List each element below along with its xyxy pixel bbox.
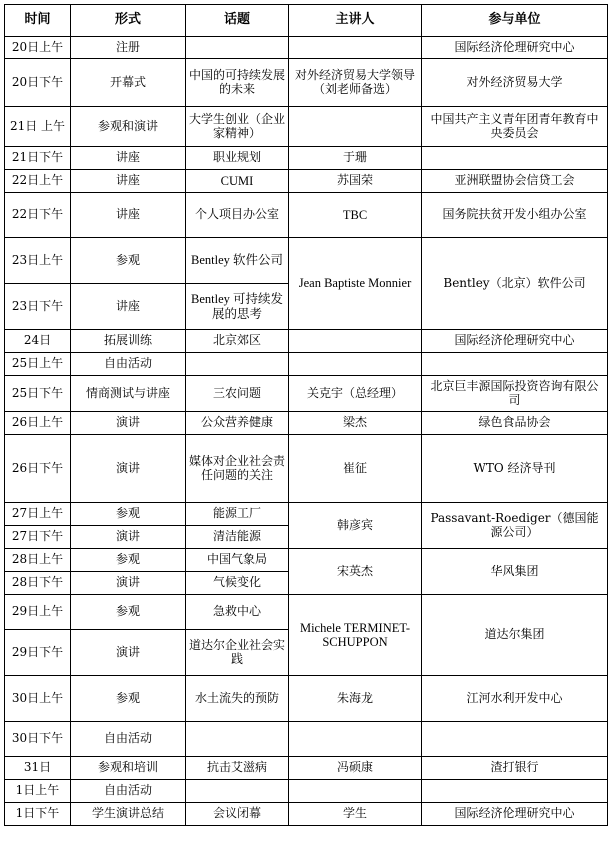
- form-cell: 参观: [71, 238, 186, 284]
- org-cell: Bentley（北京）软件公司: [422, 238, 608, 330]
- schedule-table: [4, 4, 608, 826]
- table-row: [5, 503, 608, 526]
- topic-cell: 大学生创业（企业家精神）: [186, 107, 289, 147]
- header-row: [5, 5, 608, 37]
- topic-cell: CUMI: [186, 170, 289, 193]
- form-cell: 注册: [71, 37, 186, 59]
- topic-cell: 抗击艾滋病: [186, 757, 289, 780]
- time-cell: 26日下午: [5, 435, 71, 503]
- org-cell: 绿色食品协会: [422, 412, 608, 435]
- topic-cell: [186, 780, 289, 803]
- table-row: [5, 37, 608, 59]
- topic-cell: 北京郊区: [186, 330, 289, 353]
- time-cell: 25日上午: [5, 353, 71, 376]
- header-org: 参与单位: [422, 5, 608, 37]
- speaker-cell: [289, 107, 422, 147]
- speaker-cell: Jean Baptiste Monnier: [289, 238, 422, 330]
- header-speaker: 主讲人: [289, 5, 422, 37]
- time-cell: 30日上午: [5, 676, 71, 722]
- speaker-cell: [289, 353, 422, 376]
- table-row: [5, 435, 608, 503]
- table-row: [5, 412, 608, 435]
- form-cell: 开幕式: [71, 59, 186, 107]
- org-cell: Passavant-Roediger（德国能源公司）: [422, 503, 608, 549]
- topic-cell: 中国的可持续发展的未来: [186, 59, 289, 107]
- org-cell: 国际经济伦理研究中心: [422, 803, 608, 826]
- speaker-cell: 宋英杰: [289, 549, 422, 595]
- topic-cell: 气候变化: [186, 572, 289, 595]
- form-cell: 参观和培训: [71, 757, 186, 780]
- org-cell: 亚洲联盟协会信贷工会: [422, 170, 608, 193]
- table-row: [5, 193, 608, 238]
- topic-cell: 水土流失的预防: [186, 676, 289, 722]
- time-cell: 27日下午: [5, 526, 71, 549]
- table-row: [5, 722, 608, 757]
- speaker-cell: [289, 330, 422, 353]
- time-cell: 20日下午: [5, 59, 71, 107]
- speaker-cell: 苏国荣: [289, 170, 422, 193]
- time-cell: 31日: [5, 757, 71, 780]
- form-cell: 参观: [71, 503, 186, 526]
- topic-cell: 媒体对企业社会责任问题的关注: [186, 435, 289, 503]
- table-row: [5, 107, 608, 147]
- form-cell: 参观: [71, 595, 186, 630]
- table-row: [5, 147, 608, 170]
- speaker-cell: Michele TERMINET-SCHUPPON: [289, 595, 422, 676]
- topic-cell: 公众营养健康: [186, 412, 289, 435]
- table-row: [5, 330, 608, 353]
- topic-cell: [186, 722, 289, 757]
- topic-cell: [186, 353, 289, 376]
- topic-cell: Bentley 软件公司: [186, 238, 289, 284]
- header-time: 时间: [5, 5, 71, 37]
- org-cell: [422, 353, 608, 376]
- form-cell: 演讲: [71, 412, 186, 435]
- table-row: [5, 676, 608, 722]
- time-cell: 28日上午: [5, 549, 71, 572]
- time-cell: 23日上午: [5, 238, 71, 284]
- org-cell: 北京巨丰源国际投资咨询有限公司: [422, 376, 608, 412]
- time-cell: 28日下午: [5, 572, 71, 595]
- speaker-cell: 对外经济贸易大学领导（刘老师备选）: [289, 59, 422, 107]
- time-cell: 29日上午: [5, 595, 71, 630]
- form-cell: 参观: [71, 676, 186, 722]
- form-cell: 拓展训练: [71, 330, 186, 353]
- topic-cell: Bentley 可持续发展的思考: [186, 284, 289, 330]
- form-cell: 演讲: [71, 526, 186, 549]
- org-cell: WTO 经济导刊: [422, 435, 608, 503]
- org-cell: 华风集团: [422, 549, 608, 595]
- time-cell: 26日上午: [5, 412, 71, 435]
- table-row: [5, 803, 608, 826]
- schedule-body: [5, 5, 608, 826]
- org-cell: 道达尔集团: [422, 595, 608, 676]
- time-cell: 20日上午: [5, 37, 71, 59]
- org-cell: 中国共产主义青年团青年教育中央委员会: [422, 107, 608, 147]
- form-cell: 自由活动: [71, 353, 186, 376]
- time-cell: 25日下午: [5, 376, 71, 412]
- form-cell: 自由活动: [71, 722, 186, 757]
- org-cell: 国际经济伦理研究中心: [422, 37, 608, 59]
- time-cell: 27日上午: [5, 503, 71, 526]
- speaker-cell: 学生: [289, 803, 422, 826]
- form-cell: 讲座: [71, 193, 186, 238]
- form-cell: 讲座: [71, 147, 186, 170]
- time-cell: 29日下午: [5, 630, 71, 676]
- org-cell: 国务院扶贫开发小组办公室: [422, 193, 608, 238]
- table-row: [5, 780, 608, 803]
- org-cell: [422, 722, 608, 757]
- speaker-cell: TBC: [289, 193, 422, 238]
- time-cell: 22日下午: [5, 193, 71, 238]
- header-form: 形式: [71, 5, 186, 37]
- form-cell: 演讲: [71, 435, 186, 503]
- org-cell: 对外经济贸易大学: [422, 59, 608, 107]
- form-cell: 讲座: [71, 284, 186, 330]
- topic-cell: 个人项目办公室: [186, 193, 289, 238]
- topic-cell: 急救中心: [186, 595, 289, 630]
- time-cell: 21日下午: [5, 147, 71, 170]
- speaker-cell: 关克宇（总经理）: [289, 376, 422, 412]
- org-cell: 渣打银行: [422, 757, 608, 780]
- topic-cell: 能源工厂: [186, 503, 289, 526]
- form-cell: 参观和演讲: [71, 107, 186, 147]
- topic-cell: 清洁能源: [186, 526, 289, 549]
- header-topic: 话题: [186, 5, 289, 37]
- topic-cell: 中国气象局: [186, 549, 289, 572]
- speaker-cell: 朱海龙: [289, 676, 422, 722]
- speaker-cell: [289, 37, 422, 59]
- time-cell: 1日上午: [5, 780, 71, 803]
- form-cell: 参观: [71, 549, 186, 572]
- time-cell: 24日: [5, 330, 71, 353]
- table-row: [5, 549, 608, 572]
- table-row: [5, 353, 608, 376]
- org-cell: 国际经济伦理研究中心: [422, 330, 608, 353]
- time-cell: 21日 上午: [5, 107, 71, 147]
- table-row: [5, 238, 608, 284]
- form-cell: 情商测试与讲座: [71, 376, 186, 412]
- table-row: [5, 376, 608, 412]
- form-cell: 讲座: [71, 170, 186, 193]
- org-cell: [422, 780, 608, 803]
- speaker-cell: 于珊: [289, 147, 422, 170]
- speaker-cell: 梁杰: [289, 412, 422, 435]
- topic-cell: 会议闭幕: [186, 803, 289, 826]
- topic-cell: 职业规划: [186, 147, 289, 170]
- time-cell: 23日下午: [5, 284, 71, 330]
- speaker-cell: 韩彦宾: [289, 503, 422, 549]
- time-cell: 1日下午: [5, 803, 71, 826]
- time-cell: 30日下午: [5, 722, 71, 757]
- time-cell: 22日上午: [5, 170, 71, 193]
- speaker-cell: 冯硕康: [289, 757, 422, 780]
- form-cell: 学生演讲总结: [71, 803, 186, 826]
- speaker-cell: [289, 722, 422, 757]
- table-row: [5, 757, 608, 780]
- table-row: [5, 170, 608, 193]
- form-cell: 演讲: [71, 630, 186, 676]
- form-cell: 演讲: [71, 572, 186, 595]
- table-row: [5, 59, 608, 107]
- org-cell: [422, 147, 608, 170]
- topic-cell: [186, 37, 289, 59]
- org-cell: 江河水利开发中心: [422, 676, 608, 722]
- form-cell: 自由活动: [71, 780, 186, 803]
- speaker-cell: 崔征: [289, 435, 422, 503]
- speaker-cell: [289, 780, 422, 803]
- topic-cell: 道达尔企业社会实践: [186, 630, 289, 676]
- topic-cell: 三农问题: [186, 376, 289, 412]
- table-row: [5, 595, 608, 630]
